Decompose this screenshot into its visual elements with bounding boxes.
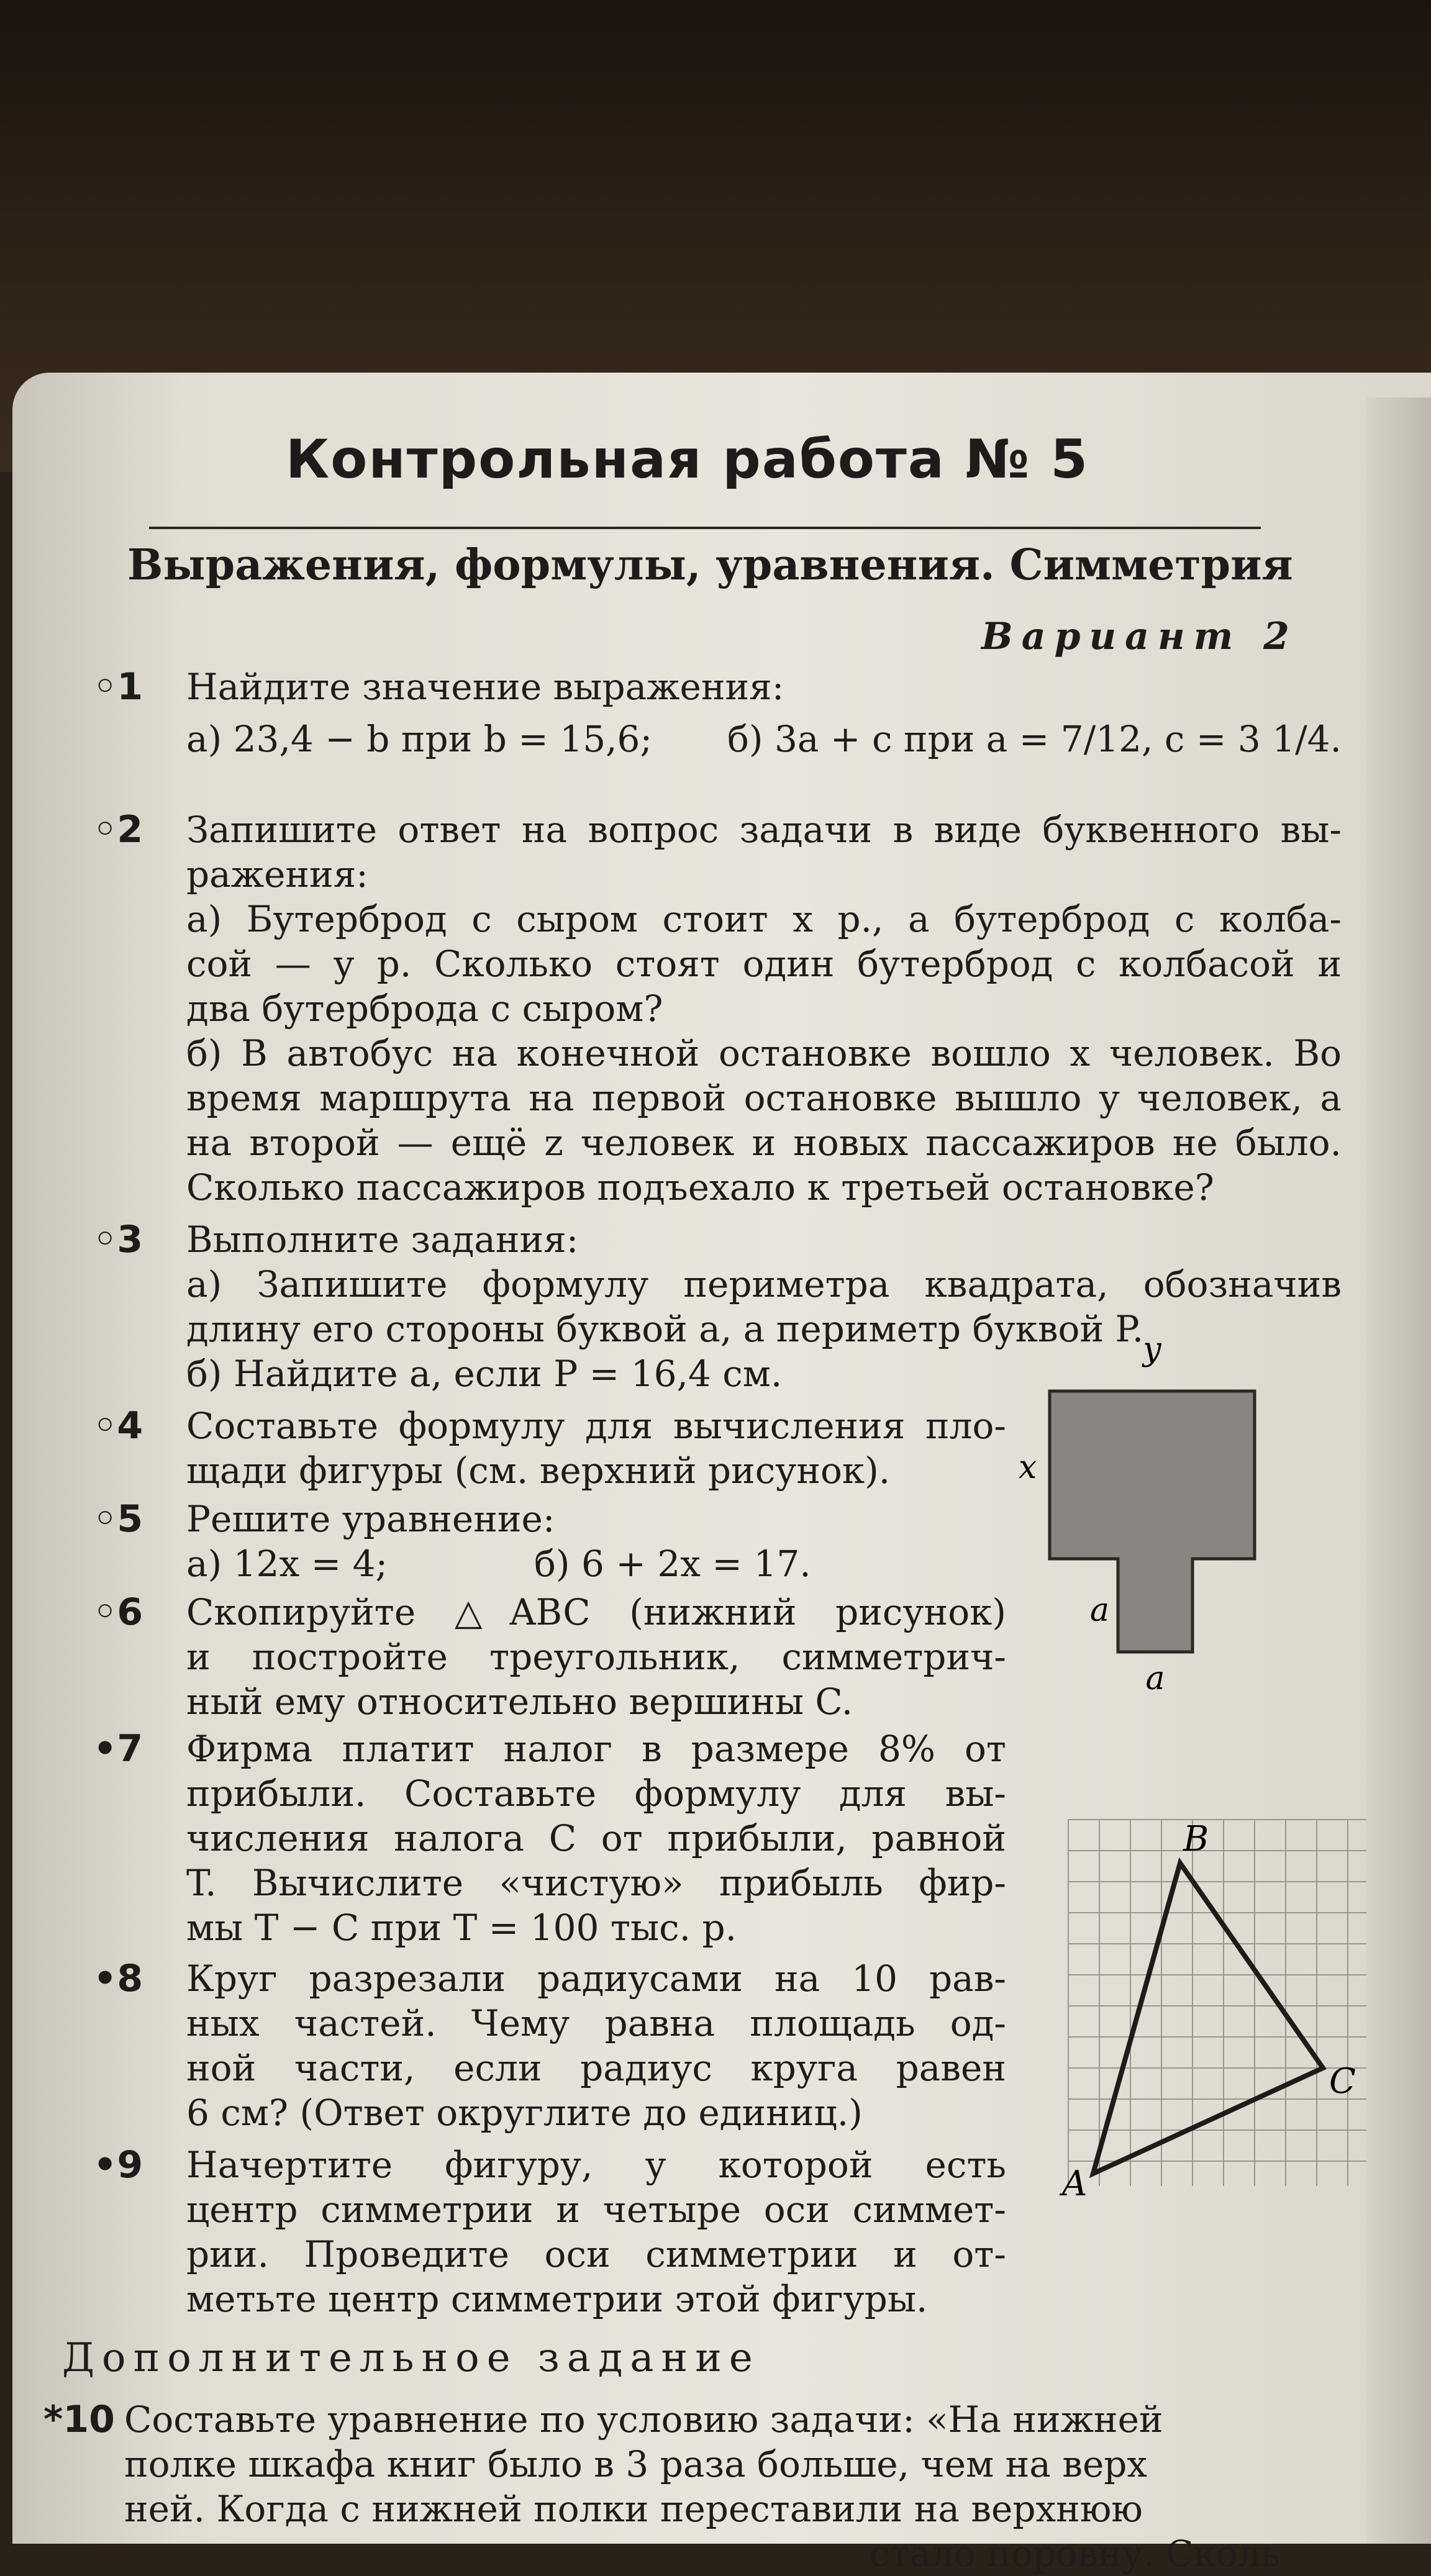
task-text-line: числения налога C от прибыли, равной: [186, 1817, 1006, 1859]
task-text-line: Составьте формулу для вычисления пло-: [186, 1405, 1006, 1447]
task-6: [93, 1590, 1006, 1724]
task-text-line: сой — y р. Сколько стоят один бутерброд с колбасой и: [186, 943, 1342, 985]
task-number: ◦5: [93, 1497, 143, 1541]
page-title: Контрольная работа № 5: [286, 429, 1089, 491]
vertex-label-a: A: [1062, 2164, 1088, 2204]
task-4: [93, 1404, 1006, 1493]
task-number: ◦6: [93, 1590, 143, 1634]
variant-label: Вариант 2: [981, 615, 1298, 658]
task-number: •9: [93, 2143, 143, 2187]
label-y: y: [1143, 1331, 1161, 1368]
figure-area-shape: [1019, 1323, 1261, 1697]
task-part-b: б) 6 + 2x = 17.: [534, 1543, 811, 1585]
task-text-line: Найдите значение выражения:: [186, 666, 784, 708]
task-text-line: T. Вычислите «чистую» прибыль фир-: [186, 1862, 1006, 1904]
task-text-line: мы T − C при T = 100 тыс. р.: [186, 1907, 737, 1949]
label-x: x: [1019, 1449, 1037, 1486]
vertex-label-b: B: [1183, 1819, 1209, 1859]
task-text-line: на второй — ещё z человек и новых пассажиров не было.: [186, 1122, 1342, 1164]
task-text-line: Сколько пассажиров подъехало к третьей остановке?: [186, 1166, 1214, 1209]
task-text-line: длину его стороны буквой a, а периметр буквой P.: [186, 1308, 1144, 1350]
task-7: [93, 1726, 1006, 1950]
task-text-line: и постройте треугольник, симметрич-: [186, 1636, 1006, 1678]
task-text-line: стало поровну. Сколь: [870, 2533, 1281, 2575]
task-text-line: а) Бутерброд с сыром стоит x р., а бутерброд с колба-: [186, 898, 1342, 940]
task-text-line: Круг разрезали радиусами на 10 рав-: [186, 1957, 1006, 2000]
task-text-line: время маршрута на первой остановке вышло y человек, а: [186, 1077, 1342, 1119]
task-10: [43, 2397, 1379, 2576]
task-text-line: метьте центр симметрии этой фигуры.: [186, 2278, 928, 2320]
task-number: ◦2: [93, 808, 143, 851]
task-text-line: б) В автобус на конечной остановке вошло x человек. Во: [186, 1032, 1342, 1074]
task-text-line: ней. Когда с нижней полки переставили на верхнюю: [124, 2488, 1143, 2530]
figure-shape: [1050, 1391, 1255, 1652]
next-page-edge: [1366, 397, 1431, 2544]
task-9: [93, 2143, 1006, 2321]
task-part-a: а) 12x = 4;: [186, 1543, 388, 1585]
label-a-left: a: [1090, 1592, 1110, 1629]
task-5: [93, 1497, 1006, 1586]
task-text-line: два бутерброда с сыром?: [186, 987, 663, 1030]
task-text-line: полке шкафа книг было в 3 раза больше, чем на верх: [124, 2443, 1148, 2485]
task-text-line: ных частей. Чему равна площадь од-: [186, 2002, 1006, 2044]
vertex-label-c: C: [1329, 2061, 1356, 2102]
task-number: ◦4: [93, 1404, 143, 1448]
task-text-line: Фирма платит налог в размере 8% от: [186, 1728, 1006, 1770]
task-text-line: а) Запишите формулу периметра квадрата, обозначив: [186, 1263, 1342, 1305]
task-text-line: Скопируйте △ABC (нижний рисунок): [186, 1591, 1006, 1633]
figure-triangle-grid: [1062, 1813, 1373, 2204]
task-text-line: Запишите ответ на вопрос задачи в виде буквенного вы-: [186, 809, 1342, 851]
task-8: [93, 1956, 1006, 2135]
task-text-line: ражения:: [186, 853, 368, 896]
task-text-line: рии. Проведите оси симметрии и от-: [186, 2233, 1006, 2275]
task-text-line: Решите уравнение:: [186, 1498, 555, 1540]
grid-lines: [1068, 1820, 1366, 2186]
task-number: ◦1: [93, 665, 143, 709]
title-rule: [149, 527, 1261, 529]
task-text-line: ной части, если радиус круга равен: [186, 2047, 1006, 2089]
page-subtitle: Выражения, формулы, уравнения. Симметрия: [127, 540, 1293, 590]
task-text-line: щади фигуры (см. верхний рисунок).: [186, 1449, 891, 1492]
label-a-bottom: a: [1145, 1660, 1165, 1697]
task-number: ◦3: [93, 1218, 143, 1261]
task-text-line: б) Найдите a, если P = 16,4 см.: [186, 1353, 783, 1395]
task-number: *10: [43, 2398, 115, 2441]
task-part-b: б) 3a + c при a = 7/12, c = 3 1/4.: [727, 718, 1342, 760]
task-text-line: прибыли. Составьте формулу для вы-: [186, 1772, 1006, 1815]
task-text-line: центр симметрии и четыре оси симмет-: [186, 2188, 1006, 2231]
task-part-a: а) 23,4 − b при b = 15,6;: [186, 718, 652, 760]
task-number: •7: [93, 1727, 143, 1771]
triangle-abc: [1093, 1863, 1323, 2174]
task-text-line: 6 см? (Ответ округлите до единиц.): [186, 2092, 863, 2134]
task-text-line: Начертите фигуру, у которой есть: [186, 2144, 1006, 2186]
task-text-line: Составьте уравнение по условию задачи: «На нижней: [124, 2398, 1163, 2441]
task-number: •8: [93, 1957, 143, 2000]
task-1: [93, 664, 1342, 761]
extra-section-title: Дополнительное задание: [62, 2335, 760, 2381]
task-text-line: Выполните задания:: [186, 1218, 579, 1261]
task-text-line: ный ему относительно вершины C.: [186, 1680, 853, 1723]
task-2: [93, 807, 1342, 1210]
